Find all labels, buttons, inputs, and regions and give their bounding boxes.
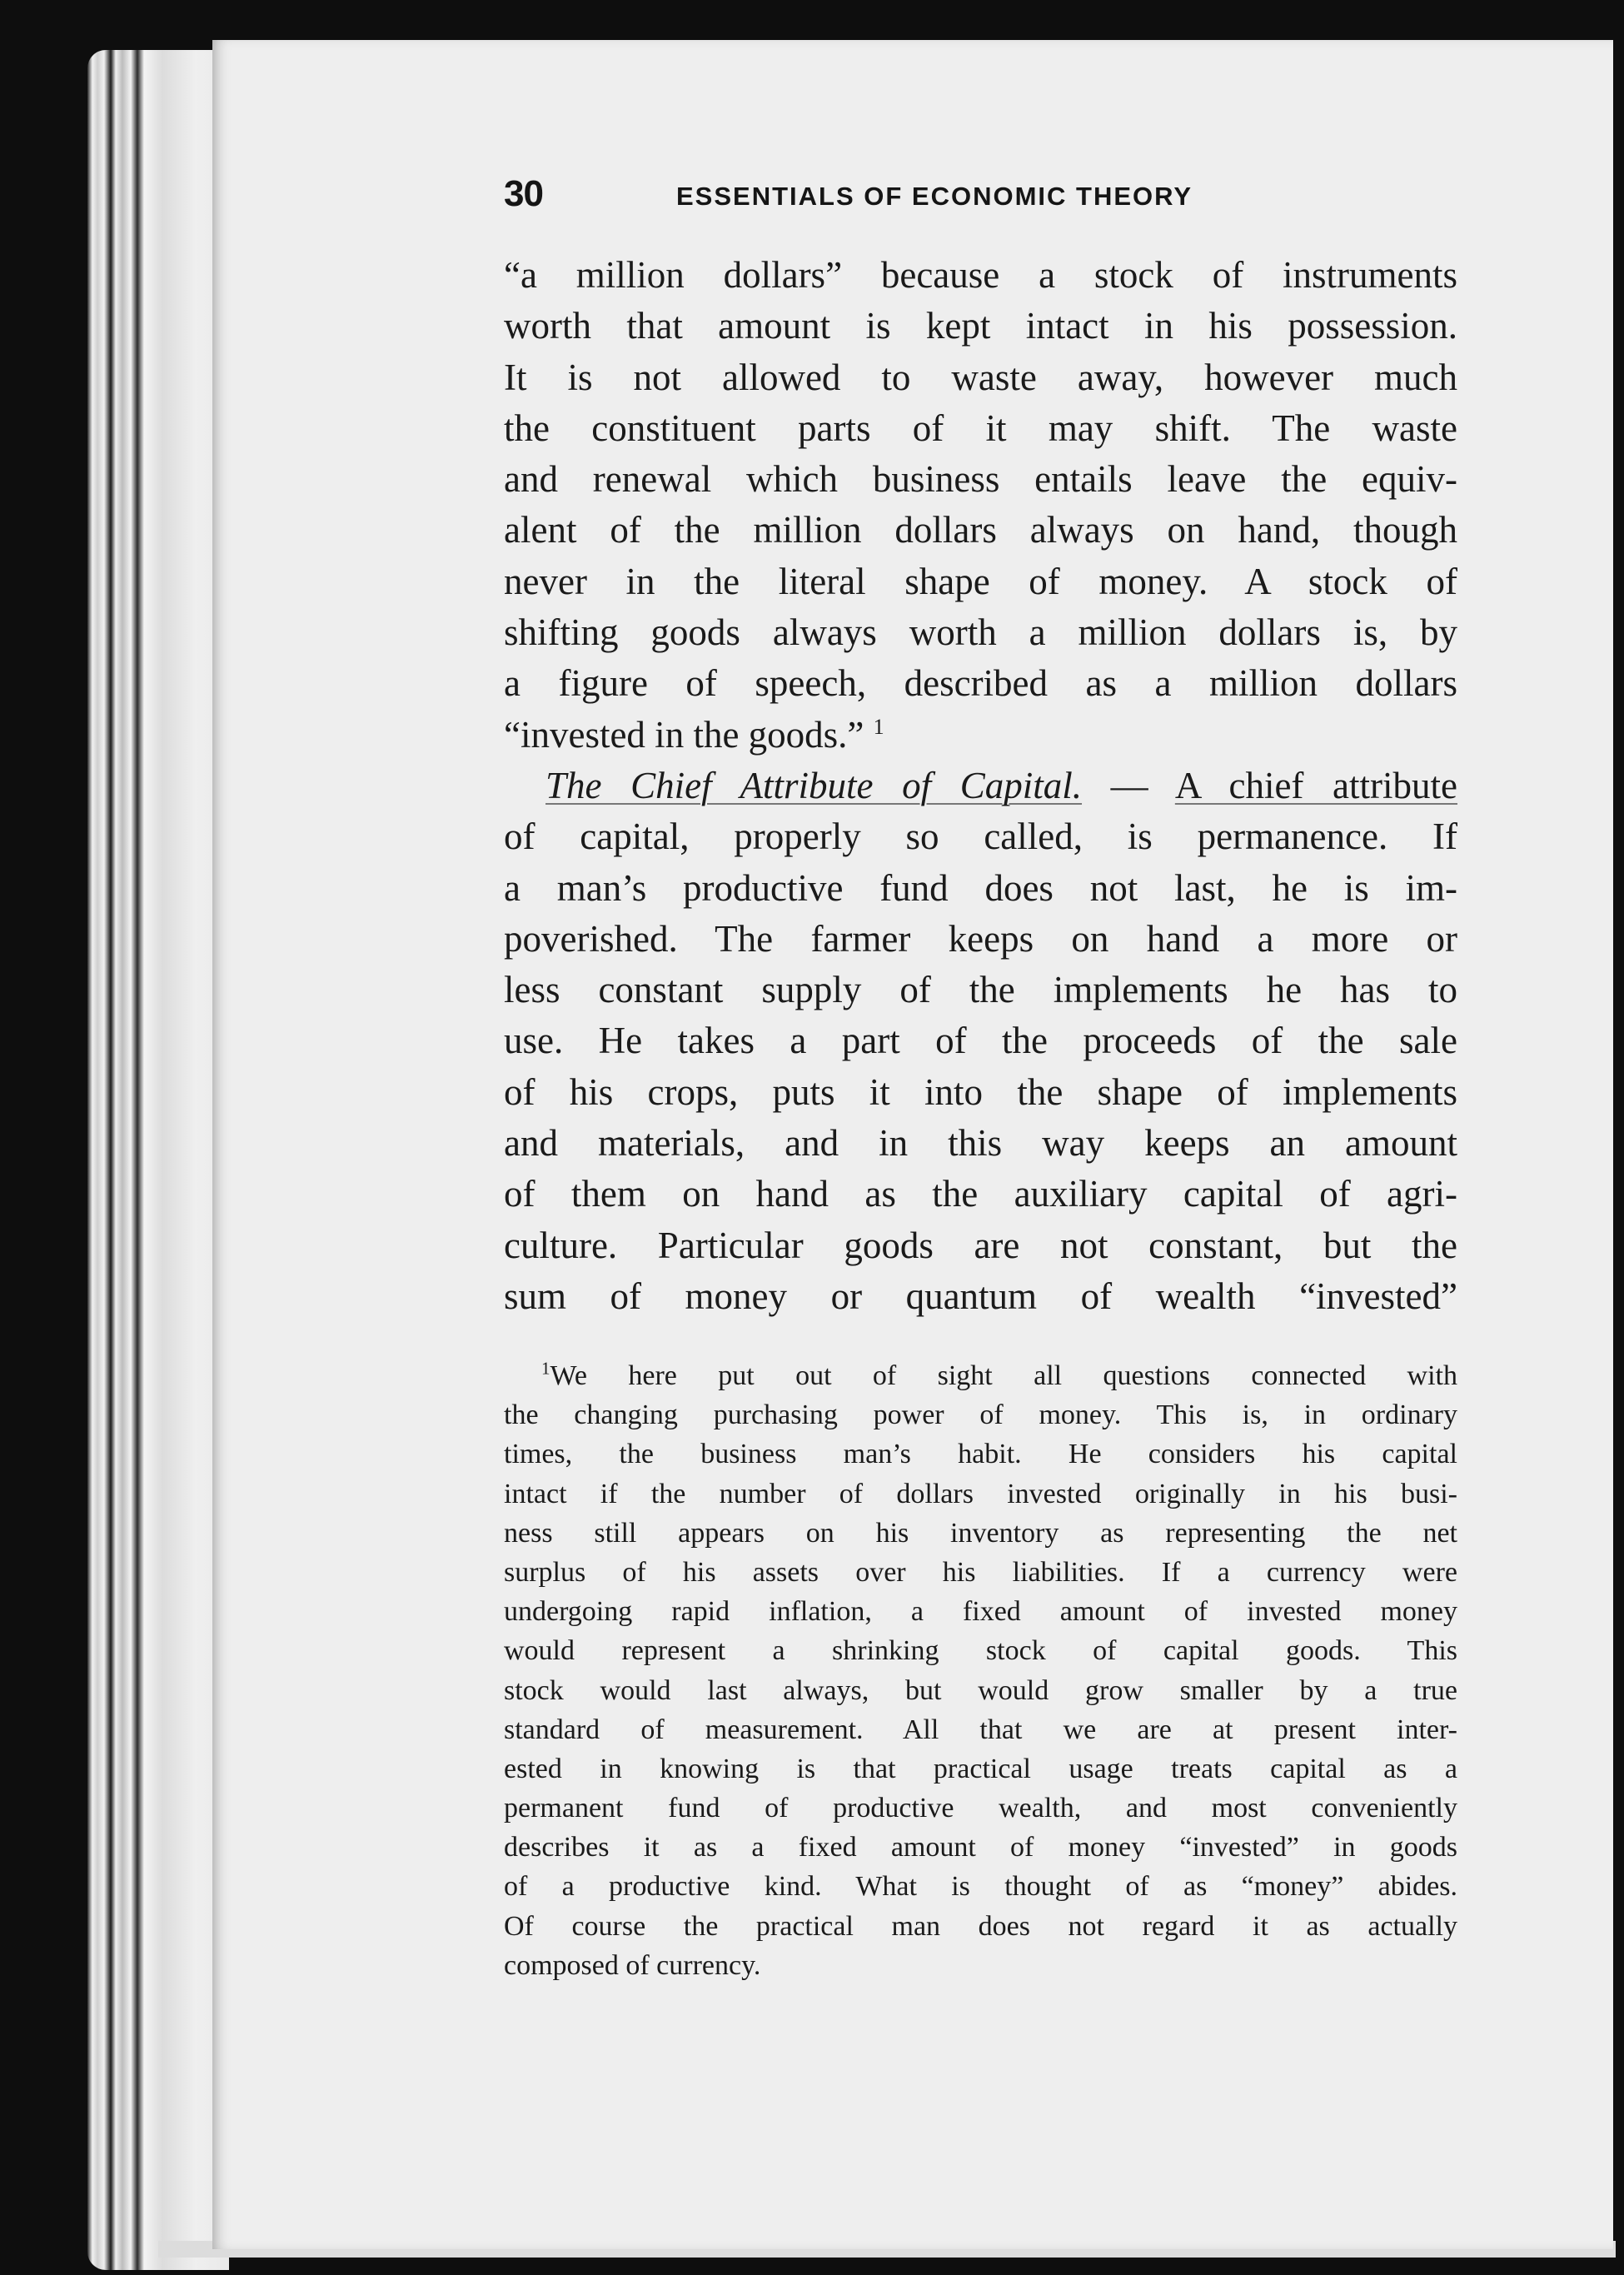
footnote-line: of a productive kind. What is thought of as “money” abides. xyxy=(504,1871,1457,1903)
text-line: of his crops, puts it into the shape of implements xyxy=(504,1070,1457,1113)
book-page-edges xyxy=(87,50,229,2270)
text-line: use. He takes a part of the proceeds of the sale xyxy=(504,1020,1457,1062)
footnote-line: the changing purchasing power of money. This is, in ordinary xyxy=(504,1399,1457,1431)
footnote-line: standard of measurement. All that we are at present inter- xyxy=(504,1714,1457,1745)
footnote-line: Of course the practical man does not regard it as actually xyxy=(504,1910,1457,1942)
text-line xyxy=(504,710,1457,761)
text-line: less constant supply of the implements he has to xyxy=(504,969,1457,1011)
section-first-line xyxy=(504,761,1457,811)
text-line: and materials, and in this way keeps an amount xyxy=(504,1122,1457,1165)
footnote-line: ested in knowing is that practical usage treats capital as a xyxy=(504,1753,1457,1784)
footnote-line: ness still appears on his inventory as representing the net xyxy=(504,1517,1457,1549)
text-line: poverished. The farmer keeps on hand a more or xyxy=(504,917,1457,960)
text-line: of them on hand as the auxiliary capital of agri- xyxy=(504,1173,1457,1215)
footnote-line: stock would last always, but would grow smaller by a true xyxy=(504,1674,1457,1706)
text-line: alent of the million dollars always on hand, though xyxy=(504,509,1457,551)
footnote-line: undergoing rapid inflation, a fixed amount of invested money xyxy=(504,1596,1457,1628)
footnote-line: composed of currency. xyxy=(504,1949,761,1981)
footnote-reference: 1 xyxy=(873,714,884,739)
footnote-line: would represent a shrinking stock of capital goods. This xyxy=(504,1635,1457,1667)
text-line: never in the literal shape of money. A stock of xyxy=(504,560,1457,602)
footnote-line: times, the business man’s habit. He considers his capital xyxy=(504,1439,1457,1470)
footnote xyxy=(504,1356,1457,1985)
main-text xyxy=(504,250,1457,1322)
footnote-first-line xyxy=(504,1356,1457,1395)
page-number: 30 xyxy=(504,173,543,214)
section-heading: The Chief Attribute of Capital. xyxy=(545,764,1083,806)
footnote-line: permanent fund of productive wealth, and most conveniently xyxy=(504,1793,1457,1824)
text-line: It is not allowed to waste away, however much xyxy=(504,356,1457,398)
text-line: worth that amount is kept intact in his possession. xyxy=(504,305,1457,347)
footnote-line: intact if the number of dollars invested originally in his busi- xyxy=(504,1478,1457,1509)
text-line: shifting goods always worth a million dollars is, by xyxy=(504,611,1457,654)
footnote-marker: 1 xyxy=(541,1358,550,1379)
text-line: and renewal which business entails leave the equiv- xyxy=(504,458,1457,501)
footnote-line: surplus of his assets over his liabilities. If a currency were xyxy=(504,1556,1457,1588)
text-line: a figure of speech, described as a million dollars xyxy=(504,662,1457,705)
running-header xyxy=(504,173,1457,218)
text-line: the constituent parts of it may shift. The waste xyxy=(504,407,1457,449)
text-line: of capital, properly so called, is permanence. If xyxy=(504,816,1457,858)
em-dash: — xyxy=(1082,764,1175,806)
text-line: “a million dollars” because a stock of instruments xyxy=(504,254,1457,296)
text-line-content: A chief attribute xyxy=(1174,764,1458,806)
footnote-line: describes it as a fixed amount of money “invested” in goods xyxy=(504,1832,1457,1863)
text-line-content: “invested in the goods.” xyxy=(504,713,864,756)
running-title: ESSENTIALS OF ECONOMIC THEORY xyxy=(676,182,1193,211)
text-line: culture. Particular goods are not constant, but the xyxy=(504,1224,1457,1266)
text-line: sum of money or quantum of wealth “invested” xyxy=(504,1275,1457,1317)
text-line: a man’s productive fund does not last, he is im- xyxy=(504,866,1457,909)
footnote-text: We here put out of sight all questions connected with xyxy=(550,1360,1457,1391)
